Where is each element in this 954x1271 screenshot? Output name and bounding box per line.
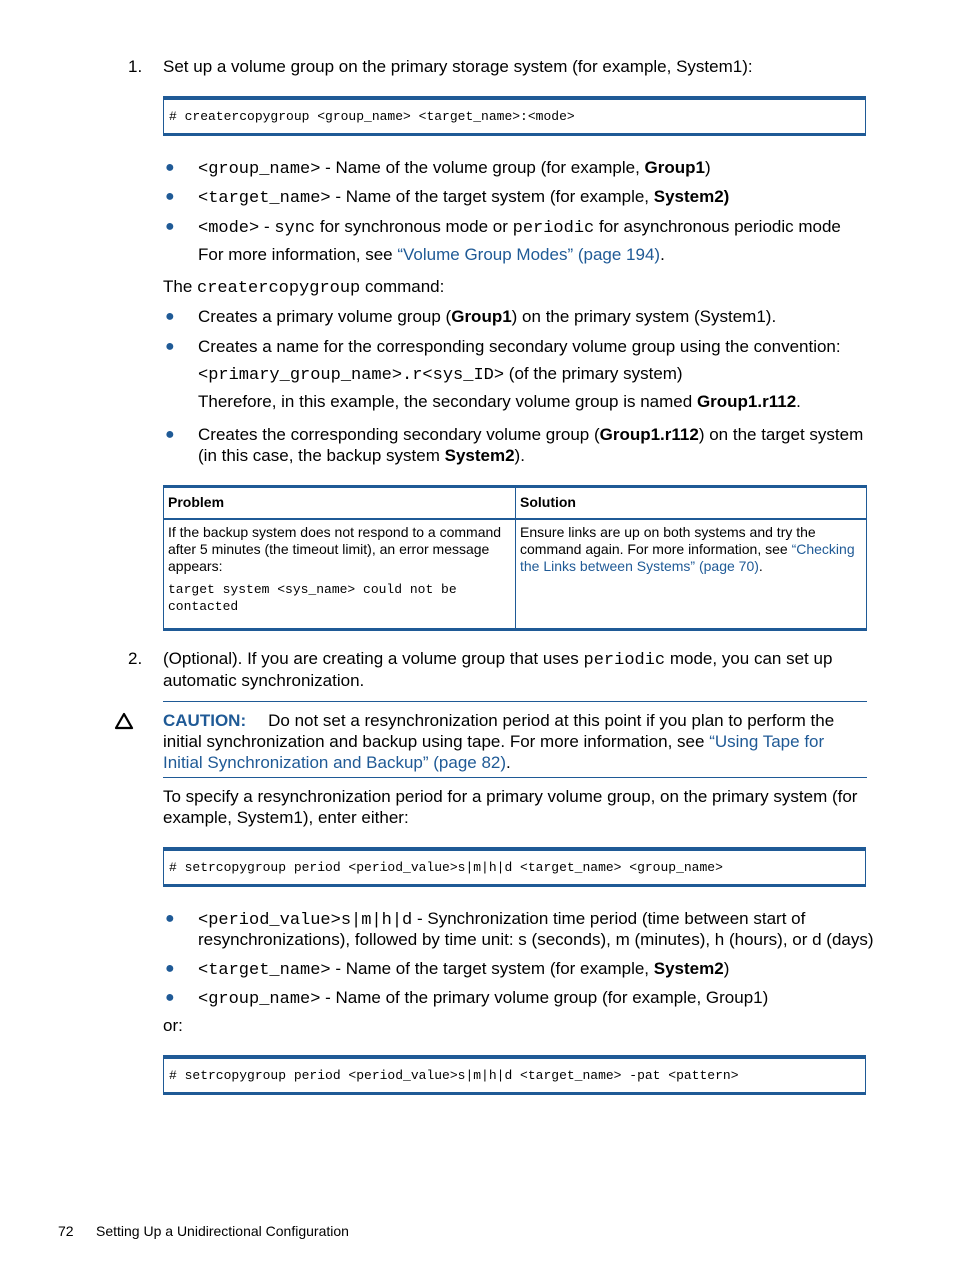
list-item: Creates a primary volume group (Group1) on the primary system (System1). (198, 307, 777, 326)
step-text-cont: automatic synchronization. (163, 671, 365, 690)
list-item: <period_value>s|m|h|d - Synchronization time period (time between start of (198, 909, 806, 930)
code-block (163, 1055, 866, 1095)
step-number: 1. (128, 57, 143, 76)
volume-group-modes-link[interactable]: “Volume Group Modes” (page 194) (397, 245, 661, 264)
table-row (164, 519, 867, 630)
caution-text-cont: Initial Synchronization and Backup” (page 82). (163, 753, 511, 772)
list-item-cont: resynchronizations), followed by time unit: s (seconds), m (minutes), h (hours), or d (days) (198, 930, 874, 949)
bullet-icon: ● (165, 960, 175, 977)
table-header-problem: Problem (164, 487, 516, 520)
error-message: target system <sys_name> could not be contacted (168, 582, 457, 614)
or-label: or: (163, 1016, 183, 1035)
paragraph-cont: example, System1), enter either: (163, 808, 409, 827)
list-item-cont: (in this case, the backup system System2). (198, 446, 525, 465)
bullet-icon: ● (165, 159, 175, 176)
table-header-solution: Solution (516, 487, 867, 520)
caution-text-cont: initial synchronization and backup using tape. For more information, see “Using Tape for (163, 732, 825, 751)
code-block (163, 847, 866, 887)
using-tape-link-cont[interactable]: Initial Synchronization and Backup” (page 82) (163, 753, 507, 772)
code-block (163, 96, 866, 136)
list-item: <group_name> - Name of the volume group (for example, Group1) (198, 158, 711, 179)
code-text: # setrcopygroup period <period_value>s|m|h|d <target_name> -pat <pattern> (169, 1068, 739, 1083)
bullet-icon: ● (165, 989, 175, 1006)
paragraph: To specify a resynchronization period for a primary volume group, on the primary system (for (163, 787, 858, 806)
divider (163, 777, 867, 778)
list-item-therefore: Therefore, in this example, the secondary volume group is named Group1.r112. (198, 392, 801, 411)
list-item: <target_name> - Name of the target system (for example, System2) (198, 959, 730, 980)
problem-cell: If the backup system does not respond to a command after 5 minutes (the timeout limit), an error message appears: target system <sys_name> could not be contacted (164, 519, 516, 630)
bullet-icon: ● (165, 218, 175, 235)
bullet-icon: ● (165, 338, 175, 355)
list-item: Creates the corresponding secondary volume group (Group1.r112) on the target system (198, 425, 864, 444)
code-text: # creatercopygroup <group_name> <target_name>:<mode> (169, 109, 575, 124)
bullet-icon: ● (165, 188, 175, 205)
problem-solution-table (163, 485, 867, 631)
warning-triangle-icon (114, 712, 134, 735)
list-item: <group_name> - Name of the primary volume group (for example, Group1) (198, 988, 769, 1009)
list-item: <target_name> - Name of the target system (for example, System2) (198, 187, 730, 208)
using-tape-link[interactable]: “Using Tape for (709, 732, 825, 751)
solution-cell: Ensure links are up on both systems and try the command again. For more information, see “Checking the Links between Systems” (page 70). (516, 519, 867, 630)
page-number: 72 (58, 1223, 74, 1239)
checking-links-link[interactable]: “Checking the Links between Systems” (page 70) (520, 541, 855, 574)
step-text: (Optional). If you are creating a volume group that uses periodic mode, you can set up (163, 649, 833, 670)
step-text: Set up a volume group on the primary storage system (for example, System1): (163, 57, 753, 76)
divider (163, 701, 867, 702)
footer-title: Setting Up a Unidirectional Configuration (96, 1223, 349, 1239)
list-item-convention: <primary_group_name>.r<sys_ID> (of the primary system) (198, 364, 683, 385)
command-intro: The creatercopygroup command: (163, 277, 445, 298)
bullet-icon: ● (165, 308, 175, 325)
code-text: # setrcopygroup period <period_value>s|m|h|d <target_name> <group_name> (169, 860, 723, 875)
step-number: 2. (128, 649, 143, 668)
caution-label: CAUTION: (163, 711, 247, 730)
caution-text: CAUTION: Do not set a resynchronization period at this point if you plan to perform the (163, 711, 835, 730)
more-info: For more information, see “Volume Group Modes” (page 194). (198, 245, 665, 264)
list-item: Creates a name for the corresponding secondary volume group using the convention: (198, 337, 841, 356)
list-item: <mode> - sync for synchronous mode or periodic for asynchronous periodic mode (198, 217, 841, 238)
bullet-icon: ● (165, 426, 175, 443)
bullet-icon: ● (165, 910, 175, 927)
